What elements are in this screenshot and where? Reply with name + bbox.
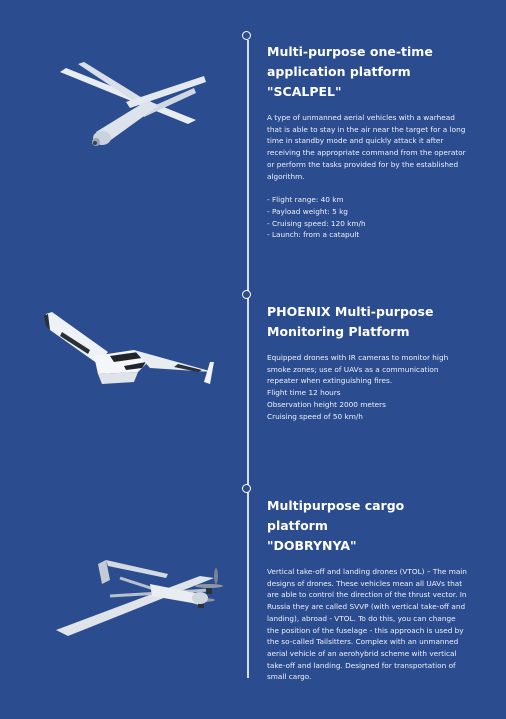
timeline-dot-2 (242, 290, 251, 299)
spec-list (267, 387, 467, 422)
title-line: Monitoring Platform (267, 324, 410, 339)
section-description: Equipped drones with IR cameras to monitor high smoke zones; use of UAVs as a communication repeater when extinguishing fires. (267, 353, 449, 386)
section-phoenix (267, 302, 467, 422)
section-title (267, 302, 467, 342)
section-description: Vertical take-off and landing drones (VTOL) – The main designs of drones. These vehicles mean all UAVs that are able to control the direction of the thrust vector. In Russia they are called SVVP (with vertical take-off and landing), abroad - VTOL. To do this, you can change the position of the fuselage - this approach is used by the so-called Tailsitters. Complex with an unmanned aerial vehicle of an aerohybrid scheme with vertical take-off and landing. Designed for transportation of small cargo. (267, 567, 467, 682)
title-line: "SCALPEL" (267, 84, 342, 99)
flying-wing-drone-icon (38, 312, 218, 386)
timeline-dot-1 (242, 31, 251, 40)
title-line: PHOENIX Multi-purpose (267, 304, 434, 319)
section-description: A type of unmanned aerial vehicles with a warhead that is able to stay in the air near the target for a long time in standby mode and quickly attack it after receiving the appropriate command from the operator or perform the tasks provided for by the established algorithm. (267, 113, 466, 181)
timeline-dot-3 (242, 484, 251, 493)
timeline-line (247, 40, 249, 678)
loitering-munition-drone-icon (56, 62, 208, 154)
spec-item: Flight time 12 hours (267, 388, 341, 398)
spec-item: - Launch: from a catapult (267, 230, 360, 240)
title-line: "DOBRYNYA" (267, 538, 357, 553)
section-scalpel (267, 42, 467, 241)
spec-item: - Payload weight: 5 kg (267, 206, 348, 216)
spec-list (267, 194, 467, 241)
spec-item: - Flight range: 40 km (267, 195, 344, 205)
vtol-cargo-drone-icon (50, 556, 226, 638)
spec-item: - Cruising speed: 120 km/h (267, 218, 366, 228)
spec-item: Observation height 2000 meters (267, 399, 386, 409)
title-line: Multipurpose cargo platform (267, 498, 405, 533)
section-dobrynya (267, 496, 467, 683)
spec-item: Cruising speed of 50 km/h (267, 411, 363, 421)
section-title (267, 42, 467, 102)
title-line: Multi-purpose one-time (267, 44, 433, 59)
title-line: application platform (267, 64, 411, 79)
section-title (267, 496, 467, 556)
